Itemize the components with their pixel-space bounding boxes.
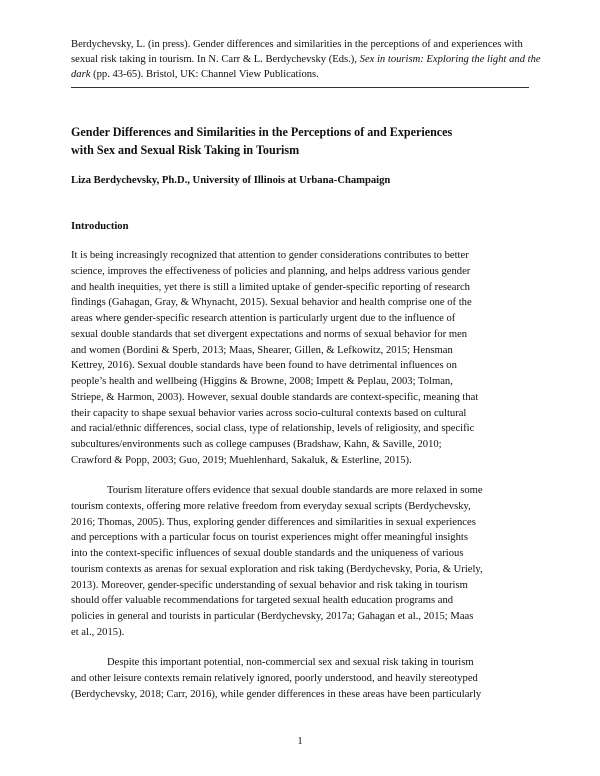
paragraph-1 — [71, 248, 537, 469]
paragraph-line: Kettrey, 2016). Sexual double standards have been found to have detrimental influences on — [71, 360, 457, 372]
paragraph-line: their capacity to shape sexual behavior varies across socio-cultural contexts based on cultural — [71, 407, 467, 419]
citation-publication-details: (pp. 43-65). Bristol, UK: Channel View Publications. — [90, 69, 319, 80]
author-affiliation: Liza Berdychevsky, Ph.D., University of Illinois at Urbana-Champaign — [71, 175, 391, 186]
paragraph-line: It is being increasingly recognized that attention to gender considerations contributes to better — [71, 250, 469, 261]
paragraph-3 — [71, 655, 537, 702]
paragraph-line: tourism contexts as arenas for sexual exploration and risk taking (Berdychevsky, Poria, & Uriely, — [71, 563, 483, 575]
header-divider — [71, 87, 529, 88]
paragraph-line: 2013). Moreover, gender-specific understanding of sexual behavior and risk taking in tourism — [71, 579, 468, 591]
citation-header — [71, 37, 541, 82]
paragraph-line: sexual double standards that set divergent expectations and norms of sexual behavior for men — [71, 328, 468, 340]
paragraph-line: should offer valuable recommendations for targeted sexual health education programs and — [71, 595, 454, 607]
paragraph-line: Striepe, & Harmon, 2003). However, sexual double standards are context-specific, meaning that — [71, 391, 479, 403]
section-heading-introduction: Introduction — [71, 221, 129, 232]
paragraph-line: and racial/ethnic differences, social class, type of relationship, levels of religiosity, and specific — [71, 423, 475, 435]
paragraph-line: areas where gender-specific research attention is particularly urgent due to the influence of — [71, 313, 456, 324]
paragraph-line: policies in general and tourists in particular (Berdychevsky, 2017a; Gahagan et al., 2015; Maas — [71, 611, 474, 622]
paragraph-line: and perceptions with a particular focus on tourist experiences might offer meaningful insights — [71, 532, 468, 544]
paragraph-line: (Berdychevsky, 2018; Carr, 2016), while gender differences in these areas have been particularly — [71, 688, 482, 700]
paper-title-line-1: Gender Differences and Similarities in the Perceptions of and Experiences — [71, 125, 453, 139]
paragraph-line: and health inequities, yet there is still a limited uptake of gender-specific reporting of research — [71, 281, 470, 293]
citation-book-title: Sex in tourism: Exploring the light and the dark — [71, 54, 541, 80]
paragraph-line: et al., 2015). — [71, 626, 125, 638]
paragraph-line: and women (Bordini & Sperb, 2013; Maas, Shearer, Gillen, & Lefkowitz, 2015; Hensman — [71, 344, 453, 356]
paragraph-line: 2016; Thomas, 2005). Thus, exploring gender differences and similarities in sexual experiences — [71, 516, 476, 528]
paragraph-line: and other leisure contexts remain relatively ignored, poorly understood, and heavily stereotyped — [71, 672, 478, 684]
paragraph-line: into the context-specific influences of sexual double standards and the uniqueness of various — [71, 548, 464, 559]
paragraph-line: Tourism literature offers evidence that sexual double standards are more relaxed in some — [107, 485, 483, 496]
paper-title-line-2: with Sex and Sexual Risk Taking in Tourism — [71, 142, 300, 157]
page-number: 1 — [297, 736, 303, 747]
paper-title — [71, 124, 541, 159]
paragraph-2 — [71, 483, 537, 641]
paragraph-line: people’s health and wellbeing (Higgins & Browne, 2008; Impett & Peplau, 2003; Tolman, — [71, 376, 453, 387]
paragraph-line: Despite this important potential, non-commercial sex and sexual risk taking in tourism — [107, 657, 474, 668]
paragraph-line: findings (Gahagan, Gray, & Whynacht, 2015). Sexual behavior and health comprise one of the — [71, 297, 472, 309]
paragraph-line: Crawford & Popp, 2003; Guo, 2019; Muehlenhard, Sakaluk, & Esterline, 2015). — [71, 454, 412, 466]
citation-text: Berdychevsky, L. (in press). Gender differences and similarities in the perceptions of and experiences with sexual risk taking in tourism. In N. Carr & L. Berdychevsky (Eds.), — [71, 39, 523, 65]
paragraph-line: subcultures/environments such as college campuses (Bradshaw, Kahn, & Saville, 2010; — [71, 439, 442, 450]
paragraph-line: tourism contexts, offering more relative freedom from everyday sexual scripts (Berdychevsky, — [71, 500, 471, 512]
paragraph-line: science, improves the effectiveness of policies and planning, and helps address various gender — [71, 265, 471, 277]
